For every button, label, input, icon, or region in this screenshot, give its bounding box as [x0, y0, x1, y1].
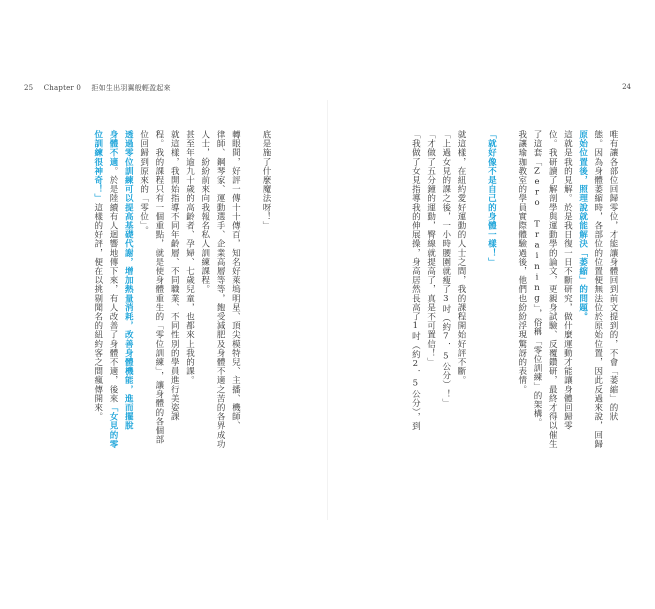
text-column: 底是施了什麼魔法呀！」 — [261, 130, 271, 231]
text-column: 態。因為身體萎縮時，各部位的位置便無法位於原始位置，因此反過來說，回歸 — [592, 130, 603, 449]
left-running-header — [24, 83, 179, 93]
left-page-number: 25 — [24, 84, 34, 92]
text-column: 身體不適。於是陸續有人迴響地傳下來，有人改善了身體不適，後來「女見的零 — [108, 130, 118, 449]
text-column: 我讓瑜珈教室的學員實際體驗過後，他們也紛紛浮現驚訝的表情。 — [516, 130, 527, 394]
text-column: 「我做了女見指導我的伸展操，身高居然長高了1吋（約2．5公分），到 — [410, 130, 421, 431]
text-column: 甚至年逾九十歲的高齡者、孕婦、七歲兒童，也都來上我的課。 — [184, 130, 195, 385]
chapter-label: Chapter 0 — [43, 84, 82, 92]
text-column: 「上過女見的課之後，一小時腰圍就瘦了3吋（約7．5公分）！」 — [440, 130, 451, 408]
text-column: 透過零位訓練可以提高基礎代謝，增加熱量消耗，改善身體機能，進而擺脫 — [123, 130, 134, 431]
gutter — [327, 100, 328, 520]
text-column: 了這套「Zero Training」，俗稱「零位訓練」的架構。 — [532, 130, 542, 428]
chapter-title: 拒如生出羽翼般輕盈起來 — [91, 84, 171, 92]
text-column: 就這樣，在紐約愛好運動的人士之間，我的課程開始好評不斷。 — [456, 130, 466, 385]
text-column: 位訓練很神奇！」這樣的好評，便在以挑剔聞名的紐約客之間瘋傳開來。 — [92, 130, 103, 422]
text-column: 唯有讓各部位回歸零位，才能讓身體回到前文提到的，不會「萎縮」的狀 — [608, 130, 618, 422]
text-column: 律師、鋼琴家、運動選手、企業高層等等，飽受減肥及身體不適之苦的各界成功 — [215, 130, 226, 449]
text-column: 原始位置後，照理說就能解決「萎縮」的問題。 — [577, 130, 588, 322]
text-column: 位回歸到原來的「零位」。 — [138, 130, 149, 235]
right-page-number: 24 — [622, 83, 631, 91]
text-column: 程。我的課程只有一個重點，就是使身體重生的「零位訓練」，讓身體的各個部 — [153, 130, 164, 445]
text-column: 轉眼間，好評一傳十十傳百，知名好萊塢明星、頂尖模特兒、主播、機師、 — [230, 130, 241, 431]
text-column: 這就是我的見解。於是我日復一日不斷研究，做什麼運動才能讓身體回歸零 — [562, 130, 573, 431]
text-column: 「才做了五分鐘的運動，臀線就提高了，真是不可置信！」 — [425, 130, 436, 367]
text-column: 位。我研讀了解剖學與運動學的論文，更親身試驗、反覆鑽研，最終才得以催生 — [547, 130, 558, 449]
text-column: 人士，紛紛前來向我報名私人訓練課程。 — [199, 130, 210, 294]
text-column: 就這樣，我開始指導不同年齡層、不同職業、不同性別的學員進行美姿課 — [169, 130, 180, 422]
text-column: 「就好像不是自己的身體一樣！」 — [486, 130, 497, 267]
